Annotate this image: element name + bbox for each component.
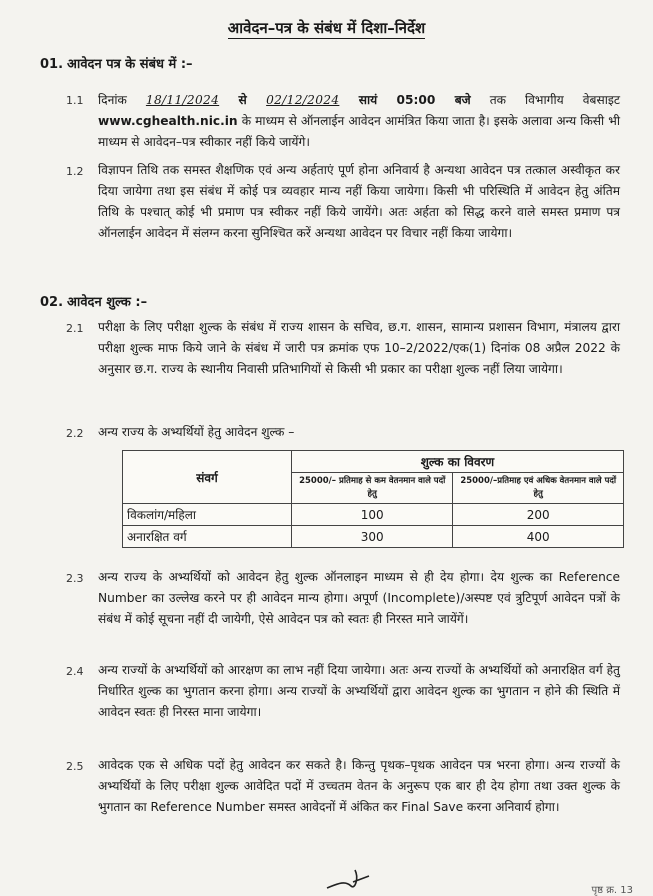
para-1-2: विज्ञापन तिथि तक समस्त शैक्षणिक एवं अन्य अर्हताएं पूर्ण होना अनिवार्य है अन्यथा आवेदन पत्र तत्काल अस्वीकृत कर दिया जायेगा तथा इस संबंध में कोई पत्र व्यवहार मान्य नहीं किया जायेगा। किसी भी परिस्थिति में आवेदन हेतु अंतिम तिथि के पश्चात् कोई भी प्रमाण पत्र स्वीकर नहीं किये जायेंगे। अतः अर्हता को सिद्ध करने वाले समस्त प्रमाण पत्र ऑनलाईन आवेदन में संलग्न करना सुनिश्चित करें अन्यथा आवेदन पर विचार नहीं किया जायेगा। bbox=[98, 163, 620, 240]
para-2-3: अन्य राज्य के अभ्यर्थियों को आवेदन हेतु शुल्क ऑनलाइन माध्यम से ही देय होगा। देय शुल्क का Reference Number का उल्लेख करने पर ही आवेदन मान्य होगा। अपूर्ण (Incomplete)/अस्पष्ट एवं त्रुटिपूर्ण आवेदन पत्रों के संबंध में कोई सूचना नहीं दी जायेगी, ऐसे आवेदन पत्र को स्वतः ही निरस्त माने जायेंगें। bbox=[98, 570, 620, 626]
header-fee-details: शुल्क का विवरण bbox=[292, 451, 624, 473]
row-category: विकलांग/महिला bbox=[123, 504, 292, 526]
handwritten-date-from: 18/11/2024 bbox=[145, 93, 220, 107]
signature-mark bbox=[325, 862, 375, 892]
para-1-1-number: 1.1 bbox=[66, 94, 84, 107]
row-fee2: 200 bbox=[453, 504, 624, 526]
row-fee1: 100 bbox=[292, 504, 453, 526]
section-1-heading: 01. आवेदन पत्र के संबंध में :– bbox=[40, 57, 193, 72]
para-2-3-number: 2.3 bbox=[66, 572, 84, 585]
row-fee2: 400 bbox=[453, 526, 624, 548]
table-row bbox=[123, 504, 624, 526]
header-category: संवर्ग bbox=[123, 451, 292, 504]
para-2-4-number: 2.4 bbox=[66, 665, 84, 678]
para-2-4: अन्य राज्यों के अभ्यर्थियों को आरक्षण का लाभ नहीं दिया जायेगा। अतः अन्य राज्यों के अभ्यर्थियों को अनारक्षित वर्ग हेतु निर्धारित शुल्क का भुगतान करना होगा। अन्य राज्यों के अभ्यर्थियों द्वारा आवेदन शुल्क का भुगतान न होने की स्थिति में आवेदन स्वतः ही निरस्त माना जायेगा। bbox=[98, 663, 620, 719]
para-2-5: आवेदक एक से अधिक पदों हेतु आवेदन कर सकते है। किन्तु पृथक–पृथक आवेदन पत्र भरना होगा। अन्य राज्यों के अभ्यर्थियों के लिए परीक्षा शुल्क आवेदित पदों में उच्चतम वेतन के अनुरूप एक बार ही देय होगा तथा उक्त शुल्क के भुगतान का Reference Number समस्त आवेदनों में अंकित कर Final Save करना अनिवार्य होगा। bbox=[98, 758, 620, 814]
header-fee-col2: 25000/–प्रतिमाह एवं अधिक वेतनमान वाले पदों हेतु bbox=[453, 473, 624, 504]
handwritten-date-to: 02/12/2024 bbox=[266, 93, 340, 107]
page-title: आवेदन–पत्र के संबंध में दिशा–निर्देश bbox=[227, 19, 426, 37]
para-2-1-number: 2.1 bbox=[66, 322, 84, 335]
para-2-1: परीक्षा के लिए परीक्षा शुल्क के संबंध में राज्य शासन के सचिव, छ.ग. शासन, सामान्य प्रशासन विभाग, मंत्रालय द्वारा परीक्षा शुल्क माफ किये जाने के संबंध में जारी पत्र क्रमांक एफ 10–2/2022/एक(1) दिनांक 08 अप्रैल 2022 के अनुसार छ.ग. राज्य के स्थानीय निवासी प्रतिभागियों से किसी भी प्रकार का परीक्षा शुल्क नहीं लिया जायेगा। bbox=[98, 320, 620, 376]
para-1-1: दिनांक 18/11/2024 से 02/12/2024 सायं 05:00 बजे तक विभागीय वेबसाइट www.cghealth.nic.in के माध्यम से ऑनलाईन आवेदन आमंत्रित किया जाता है। इसके अलावा अन्य किसी भी माध्यम से आवेदन–पत्र स्वीकार नहीं किये जायेंगे। bbox=[98, 93, 620, 149]
para-1-2-number: 1.2 bbox=[66, 165, 84, 178]
page-number: पृष्ठ क्र. 13 bbox=[591, 885, 633, 896]
row-category: अनारक्षित वर्ग bbox=[123, 526, 292, 548]
section-2-heading: 02. आवेदन शुल्क :– bbox=[40, 295, 148, 310]
para-2-2: अन्य राज्य के अभ्यर्थियों हेतु आवेदन शुल्क – bbox=[98, 425, 295, 439]
fee-table bbox=[122, 450, 624, 548]
header-fee-col1: 25000/– प्रतिमाह से कम वेतनमान वाले पदों हेतु bbox=[292, 473, 453, 504]
para-2-2-number: 2.2 bbox=[66, 427, 84, 440]
para-2-5-number: 2.5 bbox=[66, 760, 84, 773]
website-link[interactable]: www.cghealth.nic.in bbox=[98, 114, 238, 128]
row-fee1: 300 bbox=[292, 526, 453, 548]
table-row bbox=[123, 526, 624, 548]
